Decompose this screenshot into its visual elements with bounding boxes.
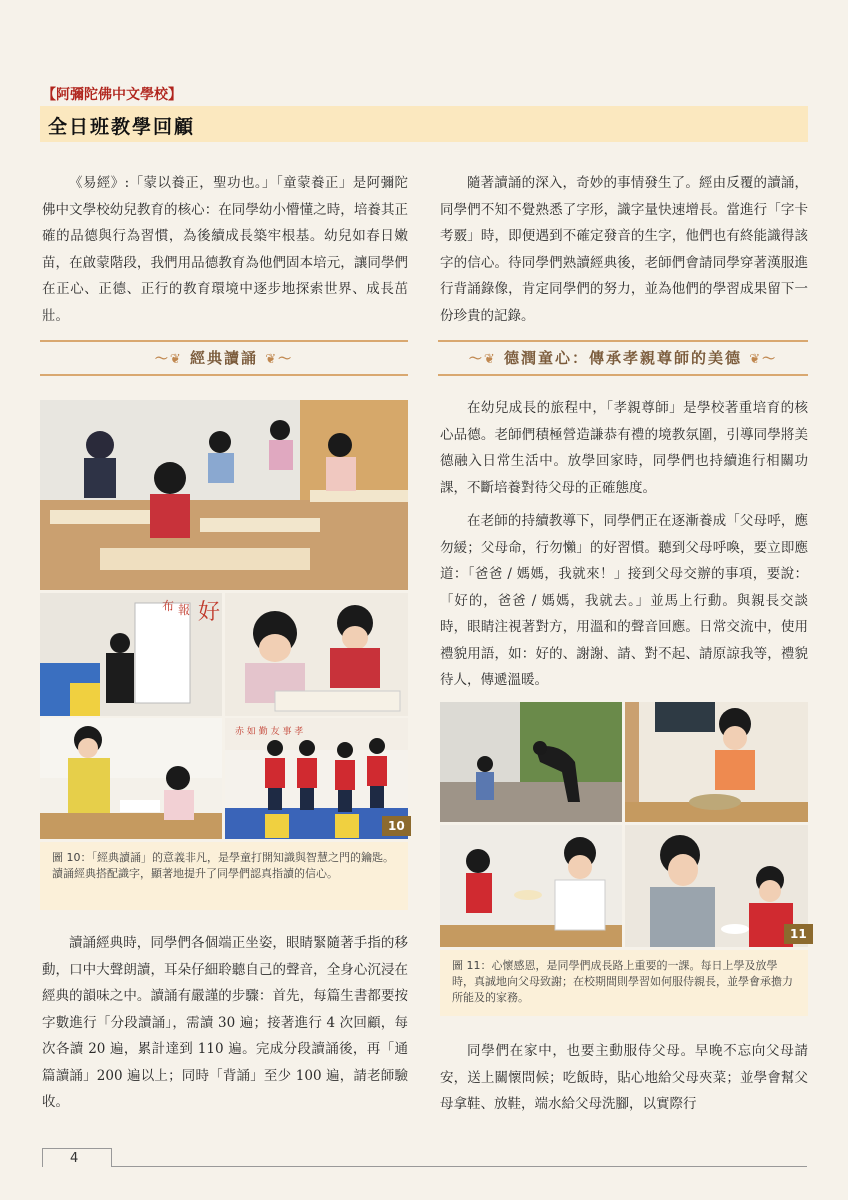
photo-classroom-reading <box>40 400 408 590</box>
whiteboard-illustration <box>40 593 222 716</box>
banner-char-2: 報 <box>178 603 191 617</box>
photo-children-reading-book <box>225 593 408 716</box>
figure-number-11: 11 <box>784 924 813 944</box>
photo-child-serving-food <box>625 702 808 822</box>
wall-characters: 赤 如 勤 友 事 孝 <box>235 727 304 737</box>
title-bar <box>40 106 808 142</box>
section-head-classics <box>40 340 408 376</box>
serving-illustration <box>625 702 808 822</box>
photo-child-feeding-parent <box>625 825 808 947</box>
photo-child-offering-tea <box>440 825 622 947</box>
right-paragraph-1: 在幼兒成長的旅程中，「孝親尊師」是學校著重培育的核心品德。老師們積極營造謙恭有禮的境教氛圍，引導同學將美德融入日常生活中。放學回家時，同學們也持續進行相關功課，不斷培養對待父母的正確態度。 <box>440 400 808 496</box>
section-title-classics: 經典讀誦 <box>189 349 258 367</box>
section-head-virtues <box>438 340 808 376</box>
left-body-paragraph: 讀誦經典時，同學們各個端正坐姿，眼睛緊隨著手指的移動，口中大聲朗讀，耳朵仔細聆聽自己的聲音，全身心沉浸在經典的韻味之中。讀誦有嚴謹的步驟：首先，每篇生書都要按字數進行「分段讀誦」，需讀 30 遍；接著進行 4 次回顧，每次各讀 20 遍，累計達到 110 遍。完成分段讀誦後，再「通篇讀誦」200 遍以上；同時「背誦」至少 100 遍，請老師驗收。 <box>42 935 408 1110</box>
teacher-child-illustration <box>40 718 222 839</box>
ornament-left-icon: 〜❦ <box>154 352 183 367</box>
reading-book-illustration <box>225 593 408 716</box>
photo-children-reciting <box>225 718 408 839</box>
classroom-illustration <box>40 400 408 590</box>
page-title: 全日班教學回顧 <box>48 116 196 138</box>
photo-child-whiteboard <box>40 593 222 716</box>
ornament-left-icon: 〜❦ <box>468 352 497 367</box>
section-title-virtues: 德潤童心：傳承孝親尊師的美德 <box>503 349 742 367</box>
ornament-right-icon: ❦〜 <box>749 352 778 367</box>
banner-char-1: 布 <box>162 599 175 613</box>
right-intro-paragraph: 隨著讀誦的深入，奇妙的事情發生了。經由反覆的讀誦，同學們不知不覺熟悉了字形，識字量快速增長。當進行「字卡考覈」時，即便遇到不確定發音的生字，他們也有終能識得該字的信心。待同學們熟讀經典後，老師們會請同學穿著漢服進行背誦錄像，肯定同學們的努力，並為他們的學習成果留下一份珍貴的記錄。 <box>440 175 808 324</box>
figure-number-10: 10 <box>382 816 411 836</box>
footer-rule <box>42 1166 807 1167</box>
ornament-right-icon: ❦〜 <box>265 352 294 367</box>
page-number: 4 <box>70 1151 79 1166</box>
banner-char-3: 好 <box>198 600 221 625</box>
right-paragraph-2: 在老師的持續教導下，同學們正在逐漸養成「父母呼，應勿緩；父母命，行勿懶」的好習慣。聽到父母呼喚，要立即應道：「爸爸 / 媽媽，我就來！」接到父母交辦的事項，要說：「好的，爸爸 / 媽媽，我就去。」並馬上行動。與親長交談時，眼睛注視著對方，用溫和的聲音回應。日常交流中，使用禮貌用語，如：好的、謝謝、請、對不起、請原諒我等，禮貌待人，傳遞溫暖。 <box>440 513 808 688</box>
photo-teacher-child <box>40 718 222 839</box>
bowing-illustration <box>440 702 622 822</box>
right-paragraph-3: 同學們在家中，也要主動服侍父母。早晚不忘向父母請安，送上關懷問候；吃飯時，貼心地給父母夾菜；並學會幫父母拿鞋、放鞋，端水給父母洗腳，以實際行 <box>440 1043 808 1112</box>
left-intro-paragraph: 《易經》:「蒙以養正，聖功也。」「童蒙養正」是阿彌陀佛中文學校幼兒教育的核心：在同學幼小懵懂之時，培養其正確的品德與行為習慣，為後續成長築牢根基。幼兒如春日嫩苗，在啟蒙階段，我們用品德教育為他們固本培元，讓同學們在正心、正德、正行的教育環境中逐步地探索世界、成長茁壯。 <box>42 175 408 324</box>
figure-11-caption: 圖 11：心懷感恩，是同學們成長路上重要的一課。每日上學及放學時，真誠地向父母致謝；在校期間則學習如何服侍親長，並學會承擔力所能及的家務。 <box>440 950 808 1016</box>
photo-bowing-to-parent <box>440 702 622 822</box>
figure-10-caption: 圖 10：「經典讀誦」的意義非凡，是學童打開知識與智慧之門的鑰匙。讀誦經典搭配識字，顯著地提升了同學們認真指讀的信心。 <box>40 842 408 910</box>
school-label: 【阿彌陀佛中文學校】 <box>42 87 182 103</box>
offering-tea-illustration <box>440 825 622 947</box>
feeding-illustration <box>625 825 808 947</box>
